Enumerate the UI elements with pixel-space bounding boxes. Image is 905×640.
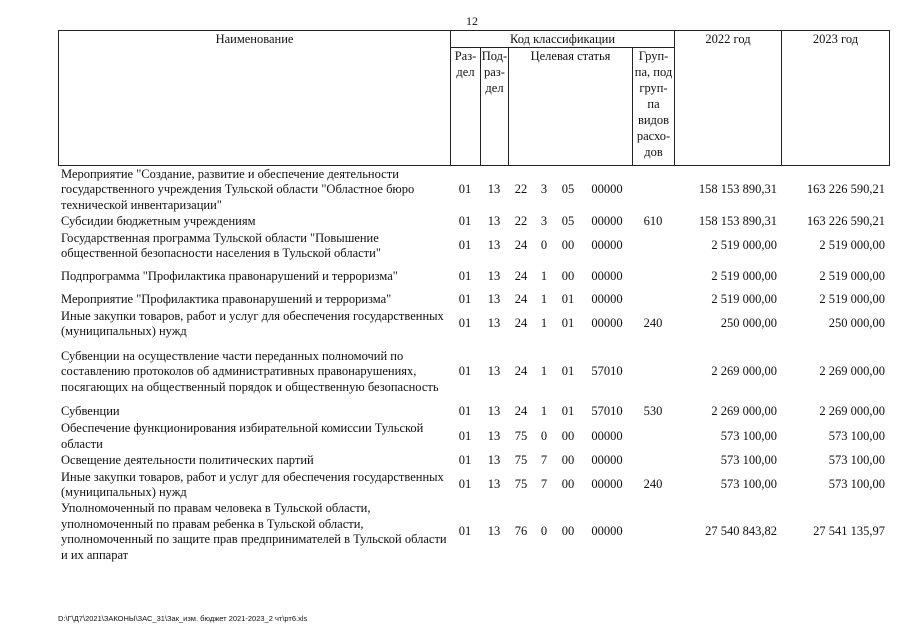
row-amount-2022: 573 100,00 — [720, 428, 777, 443]
row-podrazdel: 13 — [487, 364, 501, 379]
row-group: 240 — [643, 316, 663, 331]
row-target-subprogram: 1 — [540, 292, 548, 307]
row-name: Обеспечение функционирования избирательной комиссии Тульской области — [61, 421, 424, 451]
row-razdel: 01 — [458, 428, 472, 443]
row-target-direction: 00000 — [591, 269, 623, 284]
table-row — [58, 214, 889, 230]
row-amount-2022: 158 153 890,31 — [698, 214, 777, 229]
row-group — [632, 292, 674, 308]
row-target-program: 75 — [514, 453, 528, 468]
row-target-event: 00 — [561, 477, 575, 492]
row-target-direction: 00000 — [591, 524, 623, 539]
row-razdel: 01 — [458, 364, 472, 379]
row-podrazdel: 13 — [487, 453, 501, 468]
row-target-subprogram: 0 — [540, 238, 548, 253]
header-razdel: Раз- дел — [451, 48, 481, 166]
row-target-direction: 00000 — [591, 292, 623, 307]
row-target-direction: 00000 — [591, 477, 623, 492]
row-podrazdel: 13 — [487, 182, 501, 197]
row-target-subprogram: 1 — [540, 364, 548, 379]
row-target-direction: 00000 — [591, 316, 623, 331]
row-amount-2023: 2 519 000,00 — [819, 269, 885, 284]
table-row — [58, 420, 889, 453]
header-2022: 2022 год — [675, 31, 782, 166]
table-row — [58, 308, 889, 340]
table-header — [58, 30, 890, 166]
table-row — [58, 230, 889, 262]
row-target-program: 76 — [514, 524, 528, 539]
row-name: Мероприятие "Профилактика правонарушений и терроризма" — [61, 292, 392, 307]
row-group — [632, 230, 674, 262]
row-target-event: 00 — [561, 238, 575, 253]
header-target: Целевая статья — [509, 48, 633, 166]
row-amount-2022: 27 540 843,82 — [705, 524, 777, 539]
header-group: Груп- па, под груп- па видов расхо- дов — [633, 48, 675, 166]
row-group: 610 — [643, 214, 663, 229]
row-target-subprogram: 1 — [540, 404, 548, 419]
row-amount-2022: 2 269 000,00 — [711, 404, 777, 419]
footer-path: D:\Г\Д7\2021\ЗАКОНЫ\ЗАС_31\Зак_изм. бюджет 2021-2023_2 чт\рт6.xls — [58, 614, 308, 623]
row-target-program: 24 — [514, 316, 528, 331]
row-target-program: 24 — [514, 364, 528, 379]
header-2023: 2023 год — [782, 31, 890, 166]
table-row — [58, 166, 889, 214]
row-target-program: 75 — [514, 477, 528, 492]
row-target-direction: 57010 — [591, 404, 623, 419]
row-razdel: 01 — [458, 316, 472, 331]
row-target-event: 05 — [561, 214, 575, 229]
row-name: Государственная программа Тульской области "Повышение общественной безопасности населения в Тульской области" — [61, 230, 381, 260]
row-amount-2022: 250 000,00 — [720, 316, 777, 331]
row-amount-2022: 2 269 000,00 — [711, 364, 777, 379]
row-target-event: 05 — [561, 182, 575, 197]
row-target-event: 00 — [561, 524, 575, 539]
row-target-direction: 00000 — [591, 428, 623, 443]
page-number: 12 — [466, 14, 478, 28]
row-target-event: 00 — [561, 269, 575, 284]
row-target-event: 01 — [561, 292, 575, 307]
row-amount-2022: 573 100,00 — [720, 477, 777, 492]
row-razdel: 01 — [458, 404, 472, 419]
row-amount-2023: 573 100,00 — [828, 453, 885, 468]
row-name: Субвенции — [61, 404, 120, 419]
row-razdel: 01 — [458, 453, 472, 468]
row-target-event: 01 — [561, 316, 575, 331]
row-amount-2022: 2 519 000,00 — [711, 238, 777, 253]
row-name: Иные закупки товаров, работ и услуг для обеспечения государственных (муниципальных) нужд — [61, 308, 444, 338]
row-target-direction: 00000 — [591, 453, 623, 468]
row-podrazdel: 13 — [487, 316, 501, 331]
table-row — [58, 453, 889, 469]
row-target-event: 01 — [561, 364, 575, 379]
row-target-program: 24 — [514, 404, 528, 419]
row-name: Мероприятие "Создание, развитие и обеспечение деятельности государственного учреждения Тульской области "Областное бюро технической инвентаризации" — [61, 166, 415, 212]
row-podrazdel: 13 — [487, 214, 501, 229]
row-amount-2022: 2 519 000,00 — [711, 292, 777, 307]
row-target-program: 22 — [514, 214, 528, 229]
row-name: Иные закупки товаров, работ и услуг для обеспечения государственных (муниципальных) нужд — [61, 469, 444, 499]
table-row — [58, 292, 889, 308]
table-row — [58, 262, 889, 292]
row-target-event: 00 — [561, 428, 575, 443]
row-razdel: 01 — [458, 182, 472, 197]
row-razdel: 01 — [458, 524, 472, 539]
row-amount-2022: 2 519 000,00 — [711, 269, 777, 284]
row-amount-2023: 27 541 135,97 — [813, 524, 885, 539]
header-podrazdel: Под- раз- дел — [481, 48, 509, 166]
header-classification: Код классификации — [451, 31, 675, 48]
header-name: Наименование — [59, 31, 451, 166]
row-target-subprogram: 0 — [540, 428, 548, 443]
row-group — [632, 420, 674, 453]
row-target-subprogram: 7 — [540, 477, 548, 492]
row-target-direction: 57010 — [591, 364, 623, 379]
row-podrazdel: 13 — [487, 292, 501, 307]
row-target-subprogram: 3 — [540, 214, 548, 229]
row-podrazdel: 13 — [487, 404, 501, 419]
row-razdel: 01 — [458, 238, 472, 253]
row-target-program: 24 — [514, 269, 528, 284]
row-amount-2023: 2 269 000,00 — [819, 404, 885, 419]
row-razdel: 01 — [458, 214, 472, 229]
row-name: Уполномоченный по правам человека в Тульской области, уполномоченный по правам ребенка в Тульской области, уполномоченный по защите прав предпринимателей в Тульской области и их аппарат — [61, 501, 447, 562]
row-target-program: 24 — [514, 292, 528, 307]
row-amount-2022: 158 153 890,31 — [698, 182, 777, 197]
row-target-subprogram: 3 — [540, 182, 548, 197]
row-podrazdel: 13 — [487, 238, 501, 253]
row-amount-2023: 2 519 000,00 — [819, 238, 885, 253]
row-razdel: 01 — [458, 477, 472, 492]
table-row — [58, 469, 889, 501]
row-target-program: 24 — [514, 238, 528, 253]
row-razdel: 01 — [458, 292, 472, 307]
row-podrazdel: 13 — [487, 269, 501, 284]
row-amount-2023: 163 226 590,21 — [806, 182, 885, 197]
row-name: Субвенции на осуществление части переданных полномочий по составлению протоколов об административных правонарушениях, посягающих на общественный порядок и общественную безопасность — [61, 348, 439, 394]
row-podrazdel: 13 — [487, 477, 501, 492]
table-row — [58, 404, 889, 420]
row-target-program: 22 — [514, 182, 528, 197]
row-group: 530 — [643, 404, 663, 419]
table-row — [58, 340, 889, 404]
row-target-program: 75 — [514, 428, 528, 443]
table-row — [58, 501, 889, 563]
row-target-direction: 00000 — [591, 238, 623, 253]
row-name: Субсидии бюджетным учреждениям — [61, 214, 256, 229]
row-amount-2022: 573 100,00 — [720, 453, 777, 468]
row-name: Освещение деятельности политических партий — [61, 453, 314, 468]
row-amount-2023: 573 100,00 — [828, 477, 885, 492]
row-target-event: 00 — [561, 453, 575, 468]
row-group — [632, 262, 674, 292]
row-target-direction: 00000 — [591, 214, 623, 229]
row-target-subprogram: 1 — [540, 316, 548, 331]
row-podrazdel: 13 — [487, 524, 501, 539]
row-target-event: 01 — [561, 404, 575, 419]
row-group — [632, 166, 674, 214]
row-group — [632, 453, 674, 469]
row-podrazdel: 13 — [487, 428, 501, 443]
row-name: Подпрограмма "Профилактика правонарушений и терроризма" — [61, 269, 398, 284]
row-target-subprogram: 1 — [540, 269, 548, 284]
row-amount-2023: 2 269 000,00 — [819, 364, 885, 379]
row-group: 240 — [643, 477, 663, 492]
row-group — [632, 501, 674, 563]
row-amount-2023: 2 519 000,00 — [819, 292, 885, 307]
row-target-direction: 00000 — [591, 182, 623, 197]
row-group — [632, 340, 674, 404]
budget-table — [58, 166, 889, 563]
row-target-subprogram: 7 — [540, 453, 548, 468]
row-target-subprogram: 0 — [540, 524, 548, 539]
row-amount-2023: 163 226 590,21 — [806, 214, 885, 229]
row-amount-2023: 250 000,00 — [828, 316, 885, 331]
row-amount-2023: 573 100,00 — [828, 428, 885, 443]
row-razdel: 01 — [458, 269, 472, 284]
